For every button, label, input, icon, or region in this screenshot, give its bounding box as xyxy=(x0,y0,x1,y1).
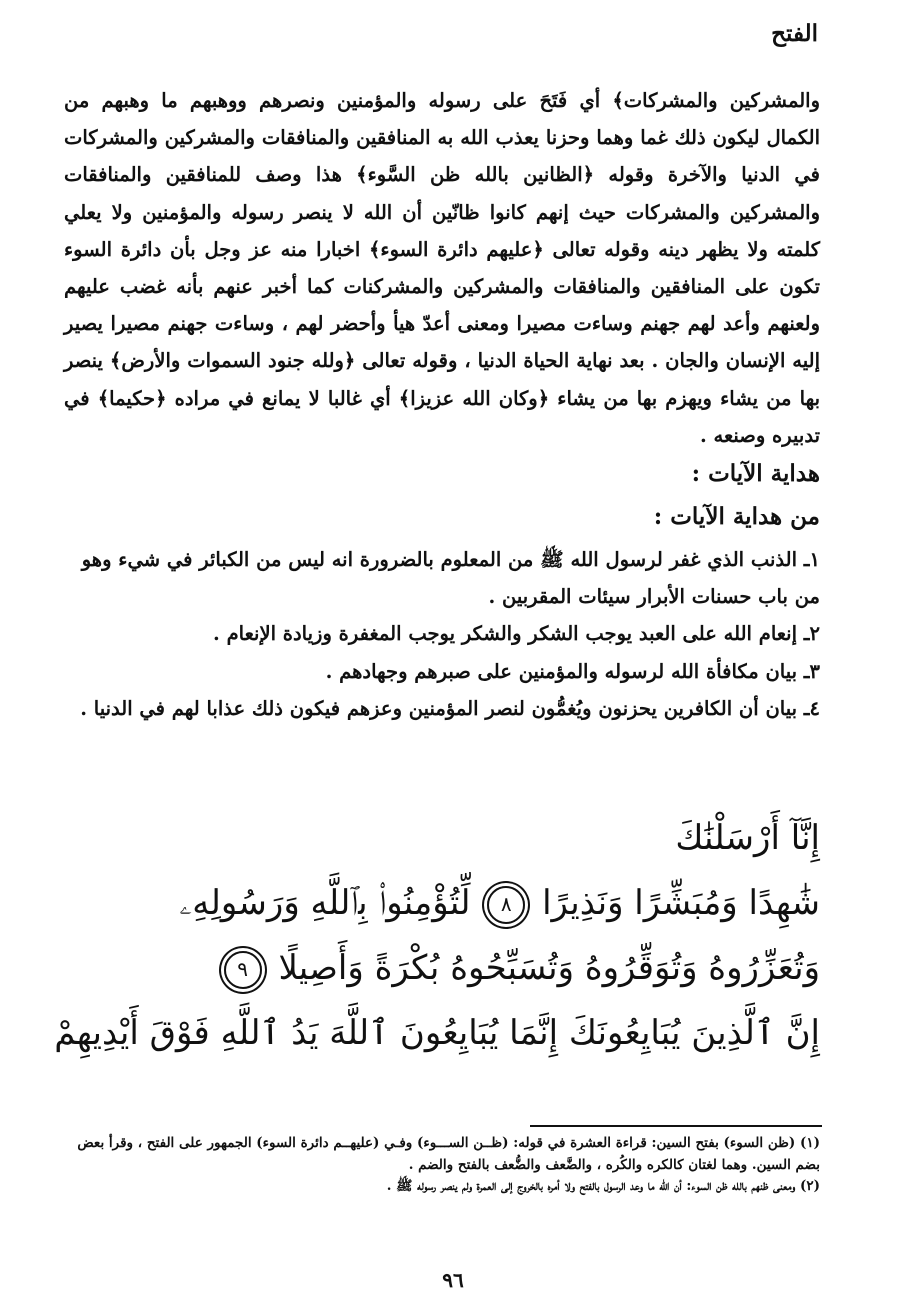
ayah-number-marker: ٨ xyxy=(487,886,525,924)
section-subheading: من هداية الآيات : xyxy=(653,503,820,530)
verse-text: شَٰهِدًا وَمُبَشِّرًا وَنَذِيرًا xyxy=(542,883,820,923)
running-header: الفتح xyxy=(771,20,818,47)
section-heading: هداية الآيات : xyxy=(691,460,820,487)
verse-text: إِنَّ ٱلَّذِينَ يُبَايِعُونَكَ إِنَّمَا يُبَايِعُونَ ٱللَّهَ يَدُ ٱللَّهِ فَوْقَ أَيْدِيهِمْ xyxy=(54,1013,820,1053)
footnote: (١) (ظن السوء) بفتح السين: قراءة العشرة في قوله: (ظــن الســـوء) وفـي (عليهــم دائرة السوء) الجمهور على الفتح ، وقرأ بعض بضم السين. وهما لغتان كالكره والكُره ، والضَّعف والضُّعف بالفتح والضم . xyxy=(77,1135,820,1173)
list-item: ٤ـ بيان أن الكافرين يحزنون ويُغمُّون لنصر المؤمنين وعزهم فيكون ذلك عذابا لهم في الدنيا . xyxy=(80,696,820,720)
verse-line xyxy=(200,936,820,1001)
commentary-paragraph: والمشركين والمشركات﴾ أي فَتَحَ على رسوله والمؤمنين ونصرهم ووهبهم ما وهبهم من الكمال ليكون ذلك غما وهما وحزنا يعذب الله به المنافقين والمنافقات والمشركين والمشركات في الدنيا والآخرة وقوله ﴿الظانين بالله ظن السَّوء﴾ هذا وصف للمنافقين والمنافقات والمشركين والمشركات حيث إنهم كانوا ظانّين أن الله لا ينصر رسوله والمؤمنين ولا يعلي كلمته ولا يظهر دينه وقوله تعالى ﴿عليهم دائرة السوء﴾ اخبارا منه عز وجل بأن دائرة السوء تكون على المنافقين والمنافقات والمشركين والمشركنات كما أخبر عنهم بأنه غضب عليهم ولعنهم وأعد لهم جهنم وساءت مصيرا ومعنى أعدّ هيأ وأحضر لهم ، وساءت جهنم مصيرا يصير إليه الإنسان والجان . بعد نهاية الحياة الدنيا ، وقوله تعالى ﴿ولله جنود السموات والأرض﴾ ينصر بها من يشاء ويهزم بها من يشاء ﴿وكان الله عزيزا﴾ أي غالبا لا يمانع في مراده ﴿حكيما﴾ في تدبيره وصنعه . xyxy=(64,89,820,447)
verse-text: لِّتُؤْمِنُوا۟ بِٱللَّهِ وَرَسُولِهِۦ xyxy=(179,883,471,923)
guidance-list xyxy=(64,541,820,727)
verse-line xyxy=(200,806,820,871)
list-item: ٣ـ بيان مكافأة الله لرسوله والمؤمنين على صبرهم وجهادهم . xyxy=(325,659,820,683)
verse-text: وَتُعَزِّرُوهُ وَتُوَقِّرُوهُ وَتُسَبِّحُوهُ بُكْرَةً وَأَصِيلًا xyxy=(278,948,820,988)
page-number: ٩٦ xyxy=(442,1268,464,1292)
commentary-text xyxy=(64,82,820,454)
verse-line xyxy=(179,871,820,936)
verse-line xyxy=(54,1001,820,1066)
footnote: (٢) ومعنى ظنهم بالله ظن السوء: أن الله ما وعد الرسول بالفتح ولا أمره بالخروج إلى العمرة ولم ينصر رسوله ﷺ . xyxy=(386,1178,820,1194)
footnotes xyxy=(64,1133,820,1198)
quran-verse-block xyxy=(54,806,820,1066)
list-item: ٢ـ إنعام الله على العبد يوجب الشكر والشكر يوجب المغفرة وزيادة الإنعام . xyxy=(213,622,820,646)
footnote-divider xyxy=(530,1125,822,1127)
list-item: ١ـ الذنب الذي غفر لرسول الله ﷺ من المعلوم بالضرورة انه ليس من الكبائر في شيء وهو من باب حسنات الأبرار سيئات المقربين . xyxy=(81,548,820,609)
verse-text: إِنَّآ أَرْسَلْنَٰكَ xyxy=(675,818,820,858)
ayah-number-marker: ٩ xyxy=(224,951,262,989)
